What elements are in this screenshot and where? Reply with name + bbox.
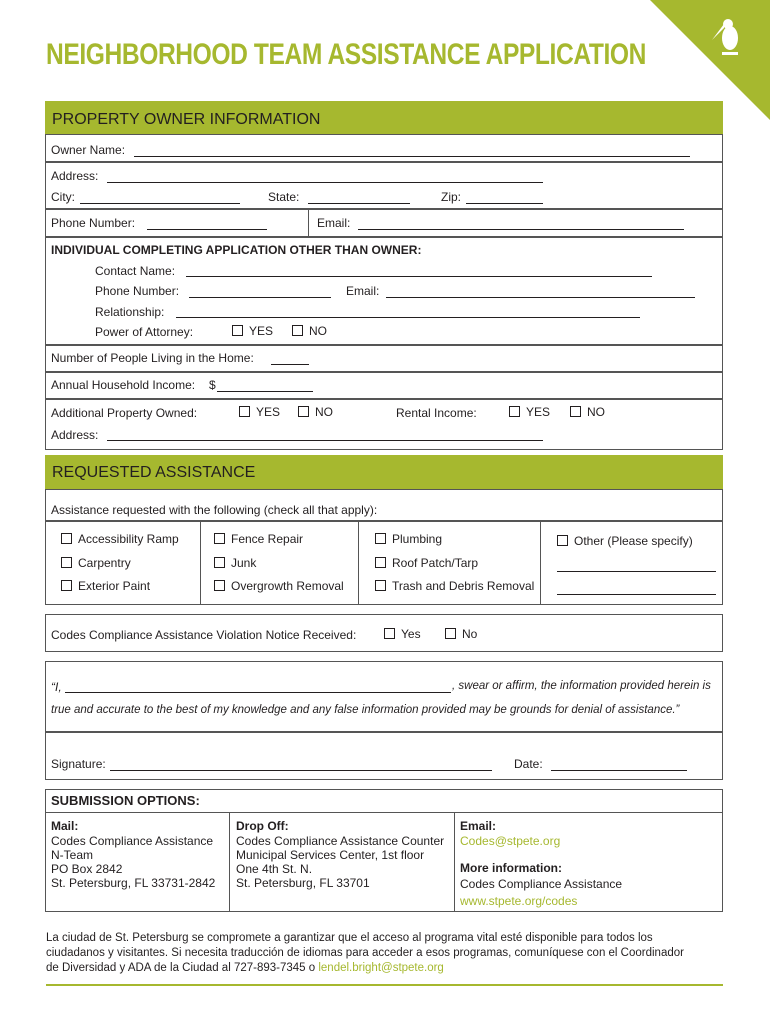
email-label: Email: — [317, 216, 351, 230]
footer-line-3 — [46, 962, 444, 974]
rental-yes-option[interactable] — [509, 405, 550, 419]
submission-heading: SUBMISSION OPTIONS: — [51, 793, 200, 808]
income-label: Annual Household Income: — [51, 378, 196, 392]
phone-row — [45, 209, 723, 237]
city-field[interactable] — [80, 203, 240, 204]
contact-email-label: Email: — [346, 284, 380, 298]
option-label: Exterior Paint — [78, 579, 151, 593]
rental-no-label: NO — [587, 405, 605, 419]
state-label: State: — [268, 190, 300, 204]
option-roof-patch[interactable] — [375, 556, 478, 570]
email-link[interactable]: Codes@stpete.org — [460, 834, 561, 848]
option-label: Roof Patch/Tarp — [392, 556, 479, 570]
codes-no-option[interactable] — [445, 627, 477, 641]
poa-no-option[interactable] — [292, 324, 327, 338]
property-yes-label: YES — [256, 405, 281, 419]
option-label: Carpentry — [78, 556, 131, 570]
option-label: Trash and Debris Removal — [392, 579, 535, 593]
property-yes-option[interactable] — [239, 405, 280, 419]
option-label: Other (Please specify) — [574, 534, 693, 548]
affirmation-box — [45, 661, 723, 732]
contact-email-field[interactable] — [386, 297, 695, 298]
address-row — [45, 162, 723, 209]
city-label: City: — [51, 190, 75, 204]
option-overgrowth-removal[interactable] — [214, 579, 344, 593]
page-title: NEIGHBORHOOD TEAM ASSISTANCE APPLICATION — [46, 38, 646, 71]
relationship-label: Relationship: — [95, 305, 165, 319]
grid-divider — [540, 521, 541, 605]
checkbox[interactable] — [298, 406, 309, 417]
website-link[interactable]: www.stpete.org/codes — [460, 894, 578, 908]
option-label: Junk — [231, 556, 257, 570]
address-field[interactable] — [107, 182, 543, 183]
zip-label: Zip: — [441, 190, 462, 204]
people-field[interactable] — [271, 364, 309, 365]
phone-label: Phone Number: — [51, 216, 136, 230]
more-info-line: Codes Compliance Assistance — [460, 877, 623, 891]
option-label: Accessibility Ramp — [78, 532, 179, 546]
other-field-1[interactable] — [557, 571, 716, 572]
mail-title: Mail: — [51, 819, 79, 833]
option-label: Plumbing — [392, 532, 443, 546]
checkbox[interactable] — [61, 557, 72, 568]
checkbox[interactable] — [557, 535, 568, 546]
option-other[interactable] — [557, 534, 693, 548]
option-junk[interactable] — [214, 556, 256, 570]
requested-section-header: REQUESTED ASSISTANCE — [45, 455, 723, 489]
signature-row — [45, 732, 723, 780]
phone-divider — [308, 209, 309, 237]
rental-income-label: Rental Income: — [396, 406, 477, 420]
dollar-sign: $ — [209, 378, 216, 392]
submission-divider — [45, 812, 723, 813]
rental-yes-label: YES — [526, 405, 551, 419]
additional-property-label: Additional Property Owned: — [51, 406, 198, 420]
owner-name-row — [45, 134, 723, 162]
checkbox[interactable] — [292, 325, 303, 336]
option-plumbing[interactable] — [375, 532, 442, 546]
footer-line: ciudadanos y visitantes. Si necesita traducción de idiomas para acceder a esos programas, comuníquese con el Coordinador — [46, 947, 684, 959]
affirm-name-field[interactable] — [65, 692, 451, 693]
checkbox[interactable] — [61, 533, 72, 544]
mail-line: Codes Compliance Assistance — [51, 834, 214, 848]
drop-line: St. Petersburg, FL 33701 — [236, 876, 370, 890]
property-no-label: NO — [315, 405, 333, 419]
address2-label: Address: — [51, 428, 99, 442]
zip-field[interactable] — [466, 203, 543, 204]
checkbox[interactable] — [214, 557, 225, 568]
checkbox[interactable] — [239, 406, 250, 417]
instruction-text: Assistance requested with the following (check all that apply): — [51, 503, 378, 517]
checkbox[interactable] — [375, 533, 386, 544]
checkbox[interactable] — [61, 580, 72, 591]
grid-divider — [358, 521, 359, 605]
checkbox[interactable] — [214, 533, 225, 544]
mail-line: St. Petersburg, FL 33731-2842 — [51, 876, 216, 890]
address2-field[interactable] — [107, 440, 543, 441]
option-exterior-paint[interactable] — [61, 579, 150, 593]
codes-yes-label: Yes — [401, 627, 421, 641]
mail-line: N-Team — [51, 848, 94, 862]
signature-field[interactable] — [110, 770, 492, 771]
submission-col-divider — [229, 812, 230, 912]
relationship-field[interactable] — [176, 317, 640, 318]
email-title: Email: — [460, 819, 497, 833]
checkbox[interactable] — [384, 628, 395, 639]
checkbox[interactable] — [375, 580, 386, 591]
checkbox[interactable] — [375, 557, 386, 568]
option-fence-repair[interactable] — [214, 532, 303, 546]
date-label: Date: — [514, 757, 543, 771]
drop-line: Codes Compliance Assistance Counter — [236, 834, 445, 848]
checkbox[interactable] — [445, 628, 456, 639]
poa-yes-option[interactable] — [232, 324, 273, 338]
owner-name-field[interactable] — [134, 156, 690, 157]
option-carpentry[interactable] — [61, 556, 131, 570]
checkbox[interactable] — [214, 580, 225, 591]
checkbox[interactable] — [232, 325, 243, 336]
phone-field[interactable] — [147, 229, 267, 230]
affirm-start: “I, — [51, 680, 62, 694]
people-label: Number of People Living in the Home: — [51, 351, 254, 365]
owner-name-label: Owner Name: — [51, 143, 126, 157]
poa-no-label: NO — [309, 324, 327, 338]
option-trash-debris[interactable] — [375, 579, 534, 593]
address-label: Address: — [51, 169, 99, 183]
drop-line: Municipal Services Center, 1st floor — [236, 848, 425, 862]
contact-phone-field[interactable] — [189, 297, 331, 298]
checkbox[interactable] — [570, 406, 581, 417]
contact-name-field[interactable] — [186, 276, 652, 277]
owner-section-header: PROPERTY OWNER INFORMATION — [45, 101, 723, 134]
grid-divider — [200, 521, 201, 605]
footer-text: de Diversidad y ADA de la Ciudad al 727-893-7345 o — [46, 962, 316, 974]
more-info-title: More information: — [460, 861, 562, 875]
mail-line: PO Box 2842 — [51, 862, 123, 876]
checkbox[interactable] — [509, 406, 520, 417]
option-accessibility-ramp[interactable] — [61, 532, 179, 546]
drop-line: One 4th St. N. — [236, 862, 313, 876]
date-field[interactable] — [551, 770, 687, 771]
footer-email-link[interactable]: lendel.bright@stpete.org — [318, 962, 444, 974]
rental-no-option[interactable] — [570, 405, 605, 419]
footer-rule — [46, 984, 723, 986]
property-no-option[interactable] — [298, 405, 333, 419]
drop-title: Drop Off: — [236, 819, 289, 833]
affirm-end: , swear or affirm, the information provided herein is — [452, 680, 711, 692]
codes-label: Codes Compliance Assistance Violation Notice Received: — [51, 628, 357, 642]
poa-label: Power of Attorney: — [95, 325, 194, 339]
option-label: Fence Repair — [231, 532, 304, 546]
option-label: Overgrowth Removal — [231, 579, 344, 593]
individual-heading: INDIVIDUAL COMPLETING APPLICATION OTHER THAN OWNER: — [51, 243, 422, 257]
submission-col-divider — [454, 812, 455, 912]
contact-phone-label: Phone Number: — [95, 284, 180, 298]
contact-name-label: Contact Name: — [95, 264, 176, 278]
income-field[interactable] — [217, 391, 313, 392]
affirm-line2: true and accurate to the best of my knowledge and any false information provided may be grounds for denial of assistance.” — [51, 704, 680, 716]
other-field-2[interactable] — [557, 594, 716, 595]
codes-yes-option[interactable] — [384, 627, 421, 641]
email-field[interactable] — [358, 229, 684, 230]
signature-label: Signature: — [51, 757, 106, 771]
footer-line: La ciudad de St. Petersburg se compromete a garantizar que el acceso al programa vital esté disponible para todos los — [46, 932, 653, 944]
state-field[interactable] — [308, 203, 410, 204]
poa-yes-label: YES — [249, 324, 274, 338]
codes-no-label: No — [462, 627, 478, 641]
